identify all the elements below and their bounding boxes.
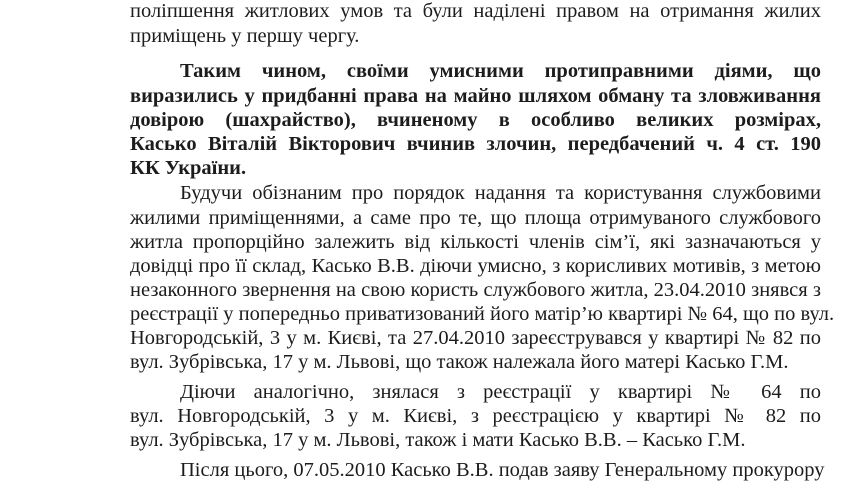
text-line: Новгородській, 3 у м. Києві, та 27.04.2010 зареєструвався у квартирі № 82 по [130, 327, 821, 349]
bold-text-line: КК України. [130, 157, 247, 179]
text-line: вул. Зубрівська, 17 у м. Львові, також і мати Касько В.В. – Касько Г.М. [130, 429, 746, 451]
bold-text-line: виразились у придбанні права на майно шляхом обману та зловживання [130, 85, 821, 107]
text-line: приміщень у першу чергу. [130, 25, 360, 47]
text-line: довідці про її склад, Касько В.В. діючи умисно, з корисливих мотивів, з метою [130, 255, 821, 277]
text-line: житла пропорційно залежить від кількості членів сім’ї, які зазначаються у [130, 231, 821, 253]
text-line: поліпшення житлових умов та були наділені правом на отримання жилих [130, 0, 821, 22]
text-line: вул. Новгородській, 3 у м. Києві, з реєстрацією у квартирі № 82 по [130, 405, 821, 427]
text-line: Після цього, 07.05.2010 Касько В.В. подав заяву Генеральному прокурору [180, 459, 825, 481]
text-line: реєстрації у попередньо приватизований його матір’ю квартирі № 64, що по вул. [130, 303, 835, 325]
text-line: жилими приміщеннями, а саме про те, що площа отримуваного службового [130, 207, 821, 229]
bold-text-line: довірою (шахрайство), вчиненому в особливо великих розмірах, [130, 109, 821, 131]
text-line: незаконного звернення на свою користь службового житла, 23.04.2010 знявся з [130, 279, 821, 301]
text-line: Будучи обізнаним про порядок надання та користування службовими [180, 182, 821, 204]
bold-text-line: Касько Віталій Вікторович вчинив злочин, передбачений ч. 4 ст. 190 [130, 133, 821, 155]
bold-text-line: Таким чином, своїми умисними протиправними діями, що [180, 60, 821, 82]
text-line: Діючи аналогічно, знялася з реєстрації у квартирі № 64 по [180, 381, 821, 403]
text-line: вул. Зубрівська, 17 у м. Львові, що також належала його матері Касько Г.М. [130, 351, 789, 373]
